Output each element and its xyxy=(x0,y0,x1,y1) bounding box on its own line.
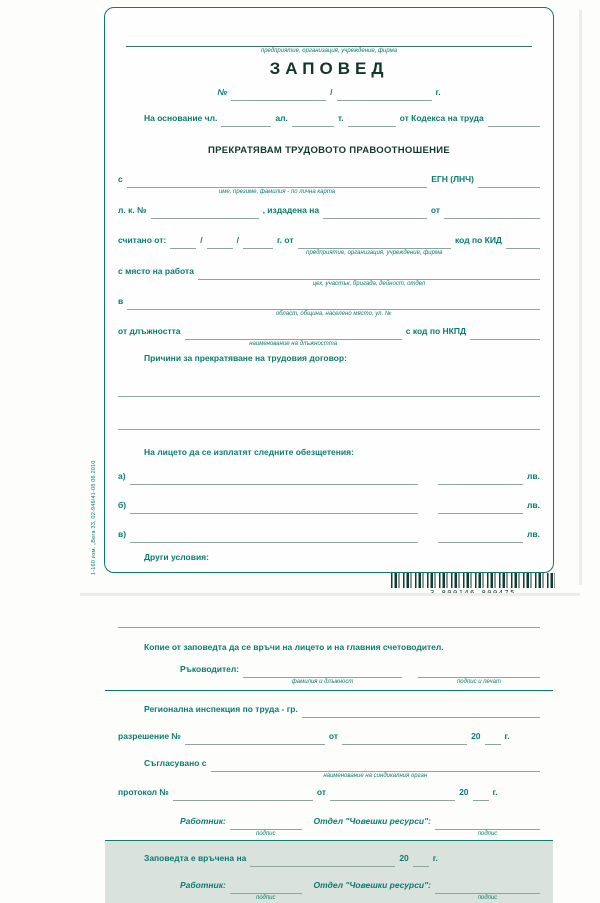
page-edge-shadow-bottom xyxy=(80,593,580,596)
manager-stamp-field xyxy=(418,659,540,685)
position-field xyxy=(185,321,402,347)
issued-by-label: от xyxy=(430,205,440,215)
inspection-title-row xyxy=(144,699,540,718)
worker-signature-row xyxy=(180,811,540,837)
hr-label: Отдел "Човешки ресурси": xyxy=(313,816,431,826)
org-name-field xyxy=(126,28,532,54)
workplace-caption: цех, участък, бригада, дейност, отдел xyxy=(312,280,426,287)
workplace-row xyxy=(118,261,540,287)
manager-name-caption: фамилия и длъжност xyxy=(291,678,354,685)
served-worker-sign-field: подпис xyxy=(230,875,302,894)
agreement-row xyxy=(144,753,540,779)
other-conditions-label: Други условия: xyxy=(144,552,209,562)
issued-on-label: , издадена на xyxy=(262,205,320,215)
worker-label: Работник: xyxy=(180,816,226,826)
employee-name-caption: име, презиме, фамилия - по лична карта xyxy=(218,188,336,195)
reasons-line-2 xyxy=(118,411,540,430)
page-edge-shadow-right xyxy=(579,10,582,585)
agreed-label: Съгласувано с xyxy=(144,758,207,768)
year-from-label: г. от xyxy=(276,235,294,245)
in-label: в xyxy=(118,296,124,306)
kid-label: код по КИД xyxy=(454,235,502,245)
served-date-blank xyxy=(250,848,395,867)
served-label: Заповедта е връчена на xyxy=(144,853,247,863)
id-card-row xyxy=(118,200,540,219)
position-label: от длъжността xyxy=(118,326,181,336)
issued-date-blank xyxy=(323,200,427,219)
number-blank xyxy=(231,82,326,101)
order-number-row xyxy=(118,82,540,101)
top-org-line xyxy=(126,28,532,54)
other-line-2 xyxy=(118,609,540,628)
manager-label: Ръководител: xyxy=(180,664,240,674)
id-number-blank xyxy=(151,200,259,219)
copy-note-row xyxy=(144,642,540,652)
employer-field xyxy=(298,230,451,256)
basis-par-label: ал. xyxy=(275,113,288,123)
inspection-title: Регионална инспекция по труда - гр. xyxy=(144,704,298,714)
printer-imprint: 1-160 изм. „Вега 33, 02-946/41-08 06.2010 xyxy=(91,460,97,575)
reasons-label: Причини за прекратяване на трудовия договор: xyxy=(144,353,347,363)
issued-by-blank xyxy=(444,200,540,219)
manager-signature-row xyxy=(180,659,540,685)
employer-caption: предприятие, организация, учреждение, фирма xyxy=(306,249,443,256)
served-worker-signature-row xyxy=(180,875,540,901)
basis-article-label: На основание чл. xyxy=(144,113,218,123)
id-number-label: л. к. № xyxy=(118,205,147,215)
compensation-item-c: в) лв. xyxy=(118,524,540,543)
served-hr-label: Отдел "Човешки ресурси": xyxy=(313,880,431,890)
workplace-label: с място на работа xyxy=(118,266,194,276)
location-field xyxy=(127,291,540,317)
served-hr-sign-field: подпис xyxy=(435,875,540,894)
compensation-item-a: а) лв. xyxy=(118,466,540,485)
permit-label: разрешение № xyxy=(118,731,181,741)
location-caption: област, община, населено място, ул. № xyxy=(275,310,392,317)
basis-code-label: от Кодекса на труда xyxy=(399,113,484,123)
legal-basis-row xyxy=(144,108,540,127)
copy-note: Копие от заповедта да се връчи на лицето и на главния счетоводител. xyxy=(144,642,444,652)
other-conditions-row xyxy=(144,552,540,562)
number-slash: / xyxy=(330,87,333,97)
nkpd-label: с код по НКПД xyxy=(405,326,466,336)
egn-blank xyxy=(478,169,540,188)
reasons-label-row xyxy=(144,353,540,363)
manager-name-field xyxy=(243,659,402,685)
position-caption: наименование на длъжността xyxy=(249,340,338,347)
served-section xyxy=(105,840,553,903)
compensation-item-b: б) лв. xyxy=(118,495,540,514)
effective-date-row: считано от: / / г. от предприятие, организация, учреждение, фирма код по КИД xyxy=(118,230,540,249)
number-label: № xyxy=(217,87,228,97)
reasons-line-1 xyxy=(118,378,540,397)
kid-blank xyxy=(506,230,540,249)
union-field xyxy=(211,753,540,779)
served-worker-label: Работник: xyxy=(180,880,226,890)
served-row: Заповедта е връчена на 20 г. xyxy=(144,848,540,867)
worker-sign-field: подпис xyxy=(230,811,302,830)
manager-stamp-caption: подпис и печат xyxy=(456,678,501,685)
effective-label: считано от: xyxy=(118,235,167,245)
employee-name-field xyxy=(127,169,428,195)
form-title: ЗАПОВЕД xyxy=(269,59,389,78)
with-label: с xyxy=(118,174,123,184)
order-form xyxy=(104,7,554,901)
location-row xyxy=(118,291,540,317)
hr-sign-field: подпис xyxy=(435,811,540,830)
compensation-label: На лицето да се изплатят следните обезщетения: xyxy=(144,447,354,457)
protocol-row: протокол № от 20 г. xyxy=(118,782,540,801)
barcode-icon xyxy=(391,573,555,588)
workplace-field xyxy=(198,261,540,287)
inspection-city-blank xyxy=(302,699,540,718)
permit-row: разрешение № от 20 г. xyxy=(118,726,540,745)
union-caption: наименование на синдикалния орган xyxy=(323,772,428,779)
year-label: г. xyxy=(435,87,441,97)
employee-name-row xyxy=(118,169,540,195)
position-row xyxy=(118,321,540,347)
compensation-label-row xyxy=(144,447,540,457)
inspection-section xyxy=(105,690,553,840)
protocol-label: протокол № xyxy=(118,787,169,797)
basis-point-label: т. xyxy=(337,113,344,123)
egn-label: ЕГН (ЛНЧ) xyxy=(431,174,474,184)
termination-heading: ПРЕКРАТЯВАМ ТРУДОВОТО ПРАВООТНОШЕНИЕ xyxy=(207,145,451,156)
nkpd-blank xyxy=(470,321,540,340)
org-name-caption: предприятие, организация, учреждение, фирма xyxy=(260,47,398,54)
date-blank xyxy=(337,82,432,101)
